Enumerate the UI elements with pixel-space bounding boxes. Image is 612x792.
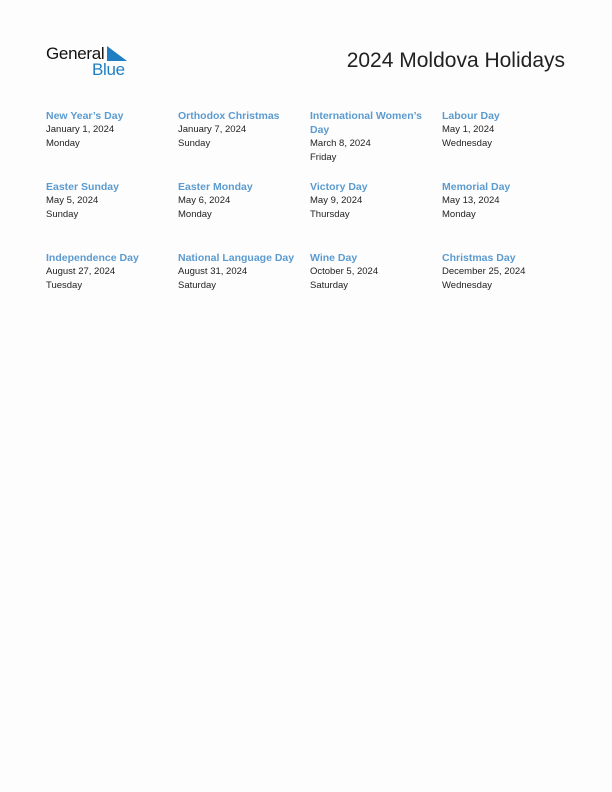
holiday-name: International Women’s Day xyxy=(310,110,423,136)
holiday-date: August 31, 2024 xyxy=(178,266,248,277)
holiday-date: May 13, 2024 xyxy=(442,195,500,206)
holiday-item xyxy=(442,109,574,180)
holiday-weekday: Monday xyxy=(46,138,80,149)
holiday-item xyxy=(178,109,310,180)
holiday-date: December 25, 2024 xyxy=(442,266,526,277)
holiday-date: March 8, 2024 xyxy=(310,138,371,149)
holiday-name: New Year’s Day xyxy=(46,110,124,122)
holiday-item xyxy=(46,180,178,251)
holiday-date: October 5, 2024 xyxy=(310,266,379,277)
holiday-name: Memorial Day xyxy=(442,181,511,193)
holiday-name: Easter Sunday xyxy=(46,181,119,193)
holiday-name: National Language Day xyxy=(178,252,295,264)
holiday-date: January 7, 2024 xyxy=(178,124,247,135)
generalblue-logo xyxy=(46,44,136,80)
holiday-item xyxy=(442,180,574,251)
holiday-weekday: Monday xyxy=(178,209,212,220)
holiday-date: May 5, 2024 xyxy=(46,195,99,206)
holiday-item xyxy=(178,180,310,251)
holiday-weekday: Wednesday xyxy=(442,280,492,291)
holiday-name: Labour Day xyxy=(442,110,500,122)
holiday-weekday: Wednesday xyxy=(442,138,492,149)
holiday-item xyxy=(46,251,178,311)
holiday-date: May 9, 2024 xyxy=(310,195,363,206)
holiday-date: May 1, 2024 xyxy=(442,124,495,135)
holiday-name: Wine Day xyxy=(310,252,358,264)
holiday-name: Easter Monday xyxy=(178,181,253,193)
holiday-item xyxy=(178,251,310,311)
holiday-item xyxy=(46,109,178,180)
holiday-weekday: Sunday xyxy=(178,138,211,149)
holiday-name: Independence Day xyxy=(46,252,139,264)
holiday-weekday: Saturday xyxy=(310,280,349,291)
holiday-weekday: Sunday xyxy=(46,209,79,220)
logo-triangle-icon xyxy=(107,46,127,61)
holiday-weekday: Saturday xyxy=(178,280,217,291)
holiday-weekday: Thursday xyxy=(310,209,350,220)
holiday-name: Victory Day xyxy=(310,181,368,193)
holiday-grid xyxy=(46,109,574,311)
holiday-name: Orthodox Christmas xyxy=(178,110,280,122)
page-title: 2024 Moldova Holidays xyxy=(346,49,565,72)
holiday-date: May 6, 2024 xyxy=(178,195,231,206)
logo-text-general: General xyxy=(46,44,105,63)
holiday-weekday: Monday xyxy=(442,209,476,220)
holiday-item xyxy=(310,251,442,311)
logo-text-blue: Blue xyxy=(92,60,125,79)
holiday-item xyxy=(442,251,574,311)
holiday-name: Christmas Day xyxy=(442,252,516,264)
holiday-item xyxy=(310,180,442,251)
holiday-weekday: Tuesday xyxy=(46,280,83,291)
holiday-item xyxy=(310,109,442,180)
holiday-date: August 27, 2024 xyxy=(46,266,116,277)
holiday-weekday: Friday xyxy=(310,152,337,163)
holiday-date: January 1, 2024 xyxy=(46,124,115,135)
